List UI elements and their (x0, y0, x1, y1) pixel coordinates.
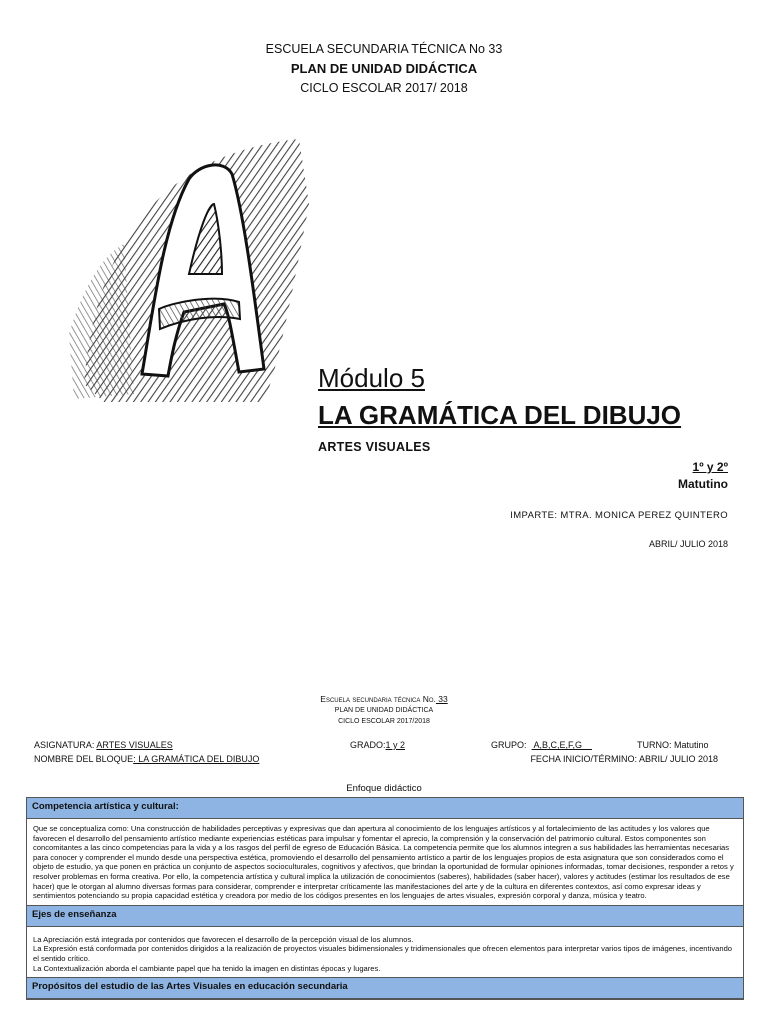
module-number: Módulo 5 (318, 363, 425, 393)
grupo-label: GRUPO: (491, 740, 532, 750)
grupo-value: A,B,C,E,F,G (531, 740, 593, 750)
asignatura (34, 740, 173, 750)
grades: 1º y 2º (692, 460, 728, 474)
bloque-value: : LA GRAMÁTICA DEL DIBUJO (133, 754, 260, 764)
asignatura-value: ARTES VISUALES (96, 740, 173, 750)
date-range: ABRIL/ JULIO 2018 (648, 539, 728, 549)
grado-value: 1 y 2 (385, 740, 406, 750)
competencia-body (27, 819, 743, 906)
shift: Matutino (678, 477, 728, 491)
section2-school (0, 694, 768, 704)
ejes-line: La Apreciación está integrada por contenidos que favorecen el desarrollo de la percepción visual de los alumnos. (33, 934, 414, 944)
ejes-line: La Expresión está conformada por contenidos dirigidos a la realización de proyectos visuales bidimensionales y tridimensionales que ofrecen elementos para interpretar varios tipos de imágenes, incentivando el sentido crítico. (33, 944, 733, 963)
bloque-label: NOMBRE DEL BLOQUE (34, 754, 134, 764)
competencia-text: Que se conceptualiza como: Una construcción de habilidades perceptivas y expresivas que dan apertura al conocimiento de los lenguajes artísticos y al fortalecimiento de las actitudes y los valores que favorecen el desarrollo del pensamiento artístico mediante experiencias estéticas para impulsar y fomentar el aprecio, la comprensión y la conservación del patrimonio cultural. Estos componentes son concomitantes a las cinco competencias para la vida y a los rasgos del perfil de egreso de Educación Básica. La competencia permite que los alumnos integren a sus habilidades las herramientas necesarias para conocer y comprender el mundo desde una perspectiva estética, promoviendo el desarrollo del pensamiento artístico a partir de los lenguajes propios de esta asignatura que son considerados como el objeto de estudio, ya que ponen en práctica un conjunto de aspectos socioculturales, cognitivos y afectivos, que brindan la oportunidad de formular opiniones informadas, tomar decisiones, responder a retos y resolver problemas en forma creativa. Por ello, la competencia artística y cultural implica la utilización de conocimientos (saberes), habilidades (saber hacer), valores y actitudes (estimar los resultados de ese hacer) que le otorgan al alumno diversas formas para considerar, comprender e interpretar críticamente las manifestaciones del arte y de la cultura en diferentes contextos, así como expresar ideas y sentimientos potenciando su propia capacidad estética y creadora por medio de los códigos presentes en los lenguajes de artes visuales, expresión corporal y danza, música y teatro. (33, 824, 734, 901)
module-title: LA GRAMÁTICA DEL DIBUJO (318, 400, 682, 430)
turno: TURNO: Matutino (637, 740, 709, 750)
teacher: IMPARTE: MTRA. MONICA PEREZ QUINTERO (510, 510, 728, 521)
enfoque-title: Enfoque didáctico (346, 783, 422, 794)
grado-label: GRADO: (350, 740, 386, 750)
fecha: FECHA INICIO/TÉRMINO: ABRIL/ JULIO 2018 (530, 754, 718, 764)
plan-title: PLAN DE UNIDAD DIDÁCTICA (290, 61, 478, 76)
section2-cycle: CICLO ESCOLAR 2017/2018 (338, 718, 430, 725)
section2-school-number: 33 (435, 694, 448, 704)
bloque (34, 754, 259, 764)
didactic-table (26, 797, 744, 1000)
competencia-header: Competencia artística y cultural: (27, 798, 743, 819)
ejes-line: La Contextualización aborda el cambiante papel que ha tenido la imagen en distintas épocas y lugares. (33, 963, 381, 973)
grupo (491, 740, 592, 750)
grado (350, 740, 405, 750)
asignatura-label: ASIGNATURA: (34, 740, 97, 750)
letter-a-sketch-image (64, 134, 310, 406)
section2-school-prefix: Escuela secundaria técnica No. (320, 694, 436, 704)
subject-name: ARTES VISUALES (318, 440, 431, 454)
ejes-header: Ejes de enseñanza (27, 906, 743, 927)
ejes-body (27, 927, 743, 978)
school-name: ESCUELA SECUNDARIA TÉCNICA No 33 (265, 42, 503, 56)
propositos-header: Propósitos del estudio de las Artes Visuales en educación secundaria (27, 978, 743, 999)
school-cycle: CICLO ESCOLAR 2017/ 2018 (300, 81, 468, 95)
section2-plan: PLAN DE UNIDAD DIDÁCTICA (334, 707, 434, 714)
